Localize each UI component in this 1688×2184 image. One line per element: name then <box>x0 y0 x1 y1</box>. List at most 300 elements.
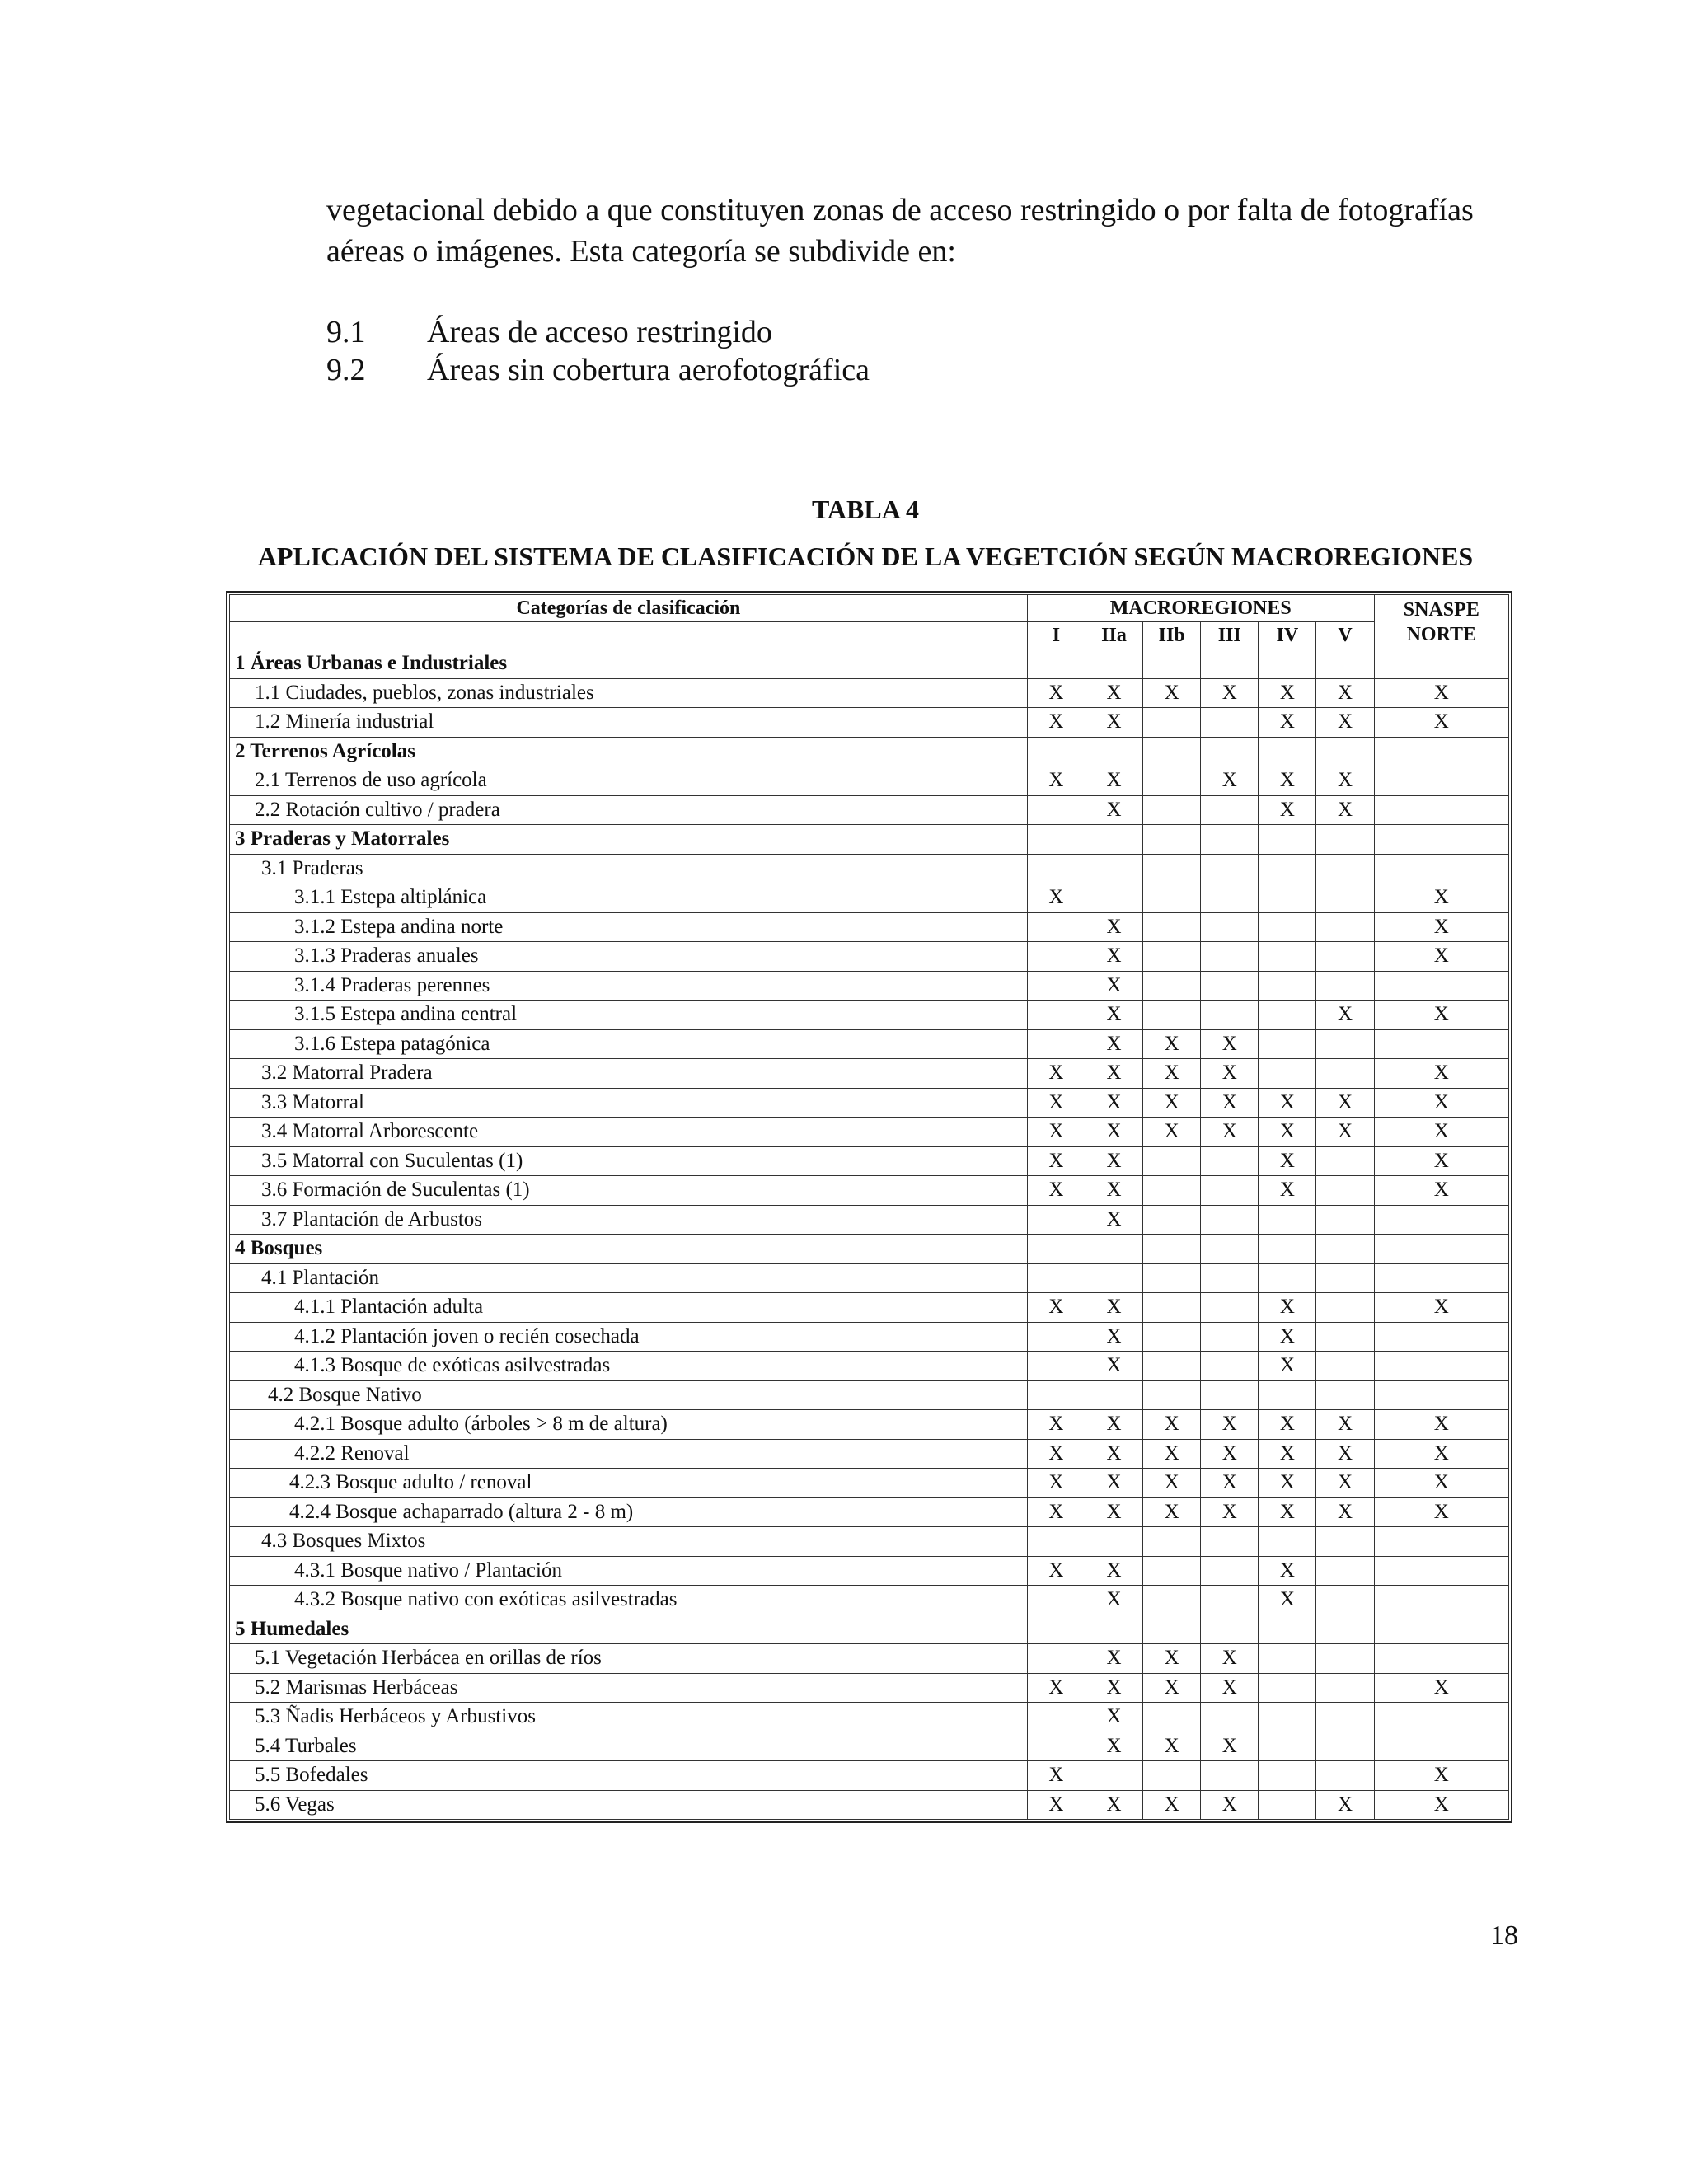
region-mark-cell <box>1201 1235 1259 1264</box>
region-mark-cell <box>1143 1176 1201 1206</box>
region-mark-cell <box>1143 1556 1201 1586</box>
region-mark-cell: X <box>1259 1586 1316 1615</box>
region-mark-cell <box>1027 942 1085 972</box>
region-mark-cell: X <box>1085 912 1142 942</box>
snaspe-mark-cell <box>1374 1235 1508 1264</box>
region-mark-cell <box>1259 1235 1316 1264</box>
category-label: 2.2 Rotación cultivo / pradera <box>230 795 1028 825</box>
table-row <box>230 912 1509 942</box>
region-mark-cell: X <box>1085 678 1142 708</box>
snaspe-mark-cell <box>1374 1527 1508 1557</box>
region-mark-cell <box>1259 912 1316 942</box>
region-mark-cell <box>1027 825 1085 855</box>
region-mark-cell: X <box>1027 1673 1085 1703</box>
region-mark-cell: X <box>1259 766 1316 796</box>
region-mark-cell <box>1316 1761 1374 1791</box>
region-mark-cell <box>1027 737 1085 766</box>
region-mark-cell <box>1085 854 1142 883</box>
region-mark-cell <box>1259 1205 1316 1235</box>
region-mark-cell: X <box>1316 708 1374 738</box>
region-mark-cell: X <box>1201 766 1259 796</box>
region-mark-cell <box>1027 1586 1085 1615</box>
region-mark-cell <box>1316 1732 1374 1761</box>
snaspe-mark-cell <box>1374 1263 1508 1293</box>
region-mark-cell: X <box>1201 1439 1259 1469</box>
region-mark-cell <box>1201 1146 1259 1176</box>
table-row <box>230 971 1509 1001</box>
region-mark-cell: X <box>1201 1088 1259 1118</box>
region-mark-cell <box>1259 1644 1316 1674</box>
region-mark-cell: X <box>1085 1732 1142 1761</box>
snaspe-header-line1: SNASPE <box>1403 598 1479 621</box>
region-mark-cell <box>1085 1380 1142 1410</box>
table-row <box>230 1703 1509 1732</box>
region-mark-cell <box>1085 1615 1142 1644</box>
table-row <box>230 1380 1509 1410</box>
region-mark-cell <box>1259 1615 1316 1644</box>
table-row <box>230 1059 1509 1089</box>
region-mark-cell: X <box>1027 1118 1085 1147</box>
region-mark-cell <box>1027 1029 1085 1059</box>
region-mark-cell <box>1201 1527 1259 1557</box>
category-label: 4.2 Bosque Nativo <box>230 1380 1028 1410</box>
region-mark-cell: X <box>1027 1088 1085 1118</box>
region-mark-cell: X <box>1143 1029 1201 1059</box>
category-label: 3.6 Formación de Suculentas (1) <box>230 1176 1028 1206</box>
region-mark-cell: X <box>1085 942 1142 972</box>
region-mark-cell: X <box>1085 1118 1142 1147</box>
snaspe-mark-cell: X <box>1374 1410 1508 1440</box>
region-mark-cell: X <box>1143 1732 1201 1761</box>
table-row <box>230 1263 1509 1293</box>
region-mark-cell: X <box>1259 678 1316 708</box>
subcategory-item <box>326 351 870 389</box>
region-mark-cell: X <box>1201 1790 1259 1820</box>
table-row <box>230 1439 1509 1469</box>
region-mark-cell <box>1027 1322 1085 1352</box>
region-mark-cell <box>1316 1205 1374 1235</box>
region-mark-cell <box>1143 1235 1201 1264</box>
region-mark-cell: X <box>1085 708 1142 738</box>
region-mark-cell <box>1143 912 1201 942</box>
region-mark-cell: X <box>1259 1293 1316 1323</box>
region-mark-cell <box>1143 1615 1201 1644</box>
region-mark-cell <box>1316 971 1374 1001</box>
region-mark-cell: X <box>1027 708 1085 738</box>
category-label: 5.4 Turbales <box>230 1732 1028 1761</box>
region-mark-cell: X <box>1201 678 1259 708</box>
table-caption: APLICACIÓN DEL SISTEMA DE CLASIFICACIÓN DE LA VEGETCIÓN SEGÚN MACROREGIONES <box>257 541 1474 571</box>
category-label: 3.5 Matorral con Suculentas (1) <box>230 1146 1028 1176</box>
snaspe-mark-cell <box>1374 1703 1508 1732</box>
categories-header-blank <box>230 622 1028 649</box>
table-row <box>230 1586 1509 1615</box>
region-mark-cell: X <box>1027 1176 1085 1206</box>
snaspe-header-line2: NORTE <box>1406 623 1477 645</box>
region-mark-cell <box>1201 1322 1259 1352</box>
snaspe-mark-cell <box>1374 1732 1508 1761</box>
snaspe-mark-cell <box>1374 795 1508 825</box>
region-mark-cell <box>1143 1352 1201 1381</box>
category-label: 5.6 Vegas <box>230 1790 1028 1820</box>
table-row <box>230 1001 1509 1030</box>
region-mark-cell: X <box>1259 1556 1316 1586</box>
region-mark-cell <box>1259 1380 1316 1410</box>
region-mark-cell <box>1027 649 1085 679</box>
region-mark-cell: X <box>1085 1673 1142 1703</box>
region-mark-cell <box>1143 971 1201 1001</box>
region-mark-cell <box>1316 1176 1374 1206</box>
region-mark-cell: X <box>1027 1790 1085 1820</box>
category-label: 3.7 Plantación de Arbustos <box>230 1205 1028 1235</box>
region-mark-cell: X <box>1201 1644 1259 1674</box>
snaspe-mark-cell: X <box>1374 1469 1508 1498</box>
region-mark-cell <box>1143 1586 1201 1615</box>
region-mark-cell <box>1027 1001 1085 1030</box>
region-mark-cell <box>1201 795 1259 825</box>
region-mark-cell: X <box>1316 1439 1374 1469</box>
region-mark-cell <box>1143 1263 1201 1293</box>
region-mark-cell: X <box>1316 1118 1374 1147</box>
region-mark-cell: X <box>1143 1469 1201 1498</box>
snaspe-mark-cell: X <box>1374 883 1508 913</box>
region-mark-cell <box>1201 942 1259 972</box>
region-mark-cell: X <box>1259 1088 1316 1118</box>
region-mark-cell: X <box>1316 766 1374 796</box>
region-mark-cell <box>1201 737 1259 766</box>
region-mark-cell <box>1027 971 1085 1001</box>
region-mark-cell <box>1316 825 1374 855</box>
region-mark-cell <box>1259 1790 1316 1820</box>
region-mark-cell: X <box>1027 1293 1085 1323</box>
region-mark-cell: X <box>1201 1732 1259 1761</box>
table-row <box>230 1205 1509 1235</box>
table-row <box>230 1410 1509 1440</box>
region-mark-cell <box>1259 971 1316 1001</box>
region-mark-cell <box>1316 1615 1374 1644</box>
snaspe-mark-cell <box>1374 971 1508 1001</box>
snaspe-mark-cell: X <box>1374 1439 1508 1469</box>
category-heading: 5 Humedales <box>230 1615 1028 1644</box>
category-label: 4.1.2 Plantación joven o recién cosechada <box>230 1322 1028 1352</box>
region-mark-cell: X <box>1316 1088 1374 1118</box>
classification-table-frame <box>226 591 1512 1823</box>
region-mark-cell <box>1201 1001 1259 1030</box>
table-row <box>230 766 1509 796</box>
region-mark-cell <box>1201 825 1259 855</box>
category-heading: 3 Praderas y Matorrales <box>230 825 1028 855</box>
table-row <box>230 678 1509 708</box>
region-header: IV <box>1259 622 1316 649</box>
region-mark-cell: X <box>1316 678 1374 708</box>
table-row <box>230 708 1509 738</box>
category-label: 3.1.2 Estepa andina norte <box>230 912 1028 942</box>
snaspe-mark-cell: X <box>1374 942 1508 972</box>
subcategory-number: 9.2 <box>326 353 366 387</box>
table-row <box>230 737 1509 766</box>
region-mark-cell <box>1201 1556 1259 1586</box>
region-mark-cell: X <box>1027 1059 1085 1089</box>
region-mark-cell <box>1027 1263 1085 1293</box>
category-label: 3.1.3 Praderas anuales <box>230 942 1028 972</box>
category-label: 2.1 Terrenos de uso agrícola <box>230 766 1028 796</box>
region-mark-cell <box>1143 825 1201 855</box>
region-mark-cell <box>1085 1263 1142 1293</box>
region-mark-cell <box>1027 1615 1085 1644</box>
region-mark-cell: X <box>1027 1761 1085 1791</box>
region-mark-cell: X <box>1085 1029 1142 1059</box>
snaspe-mark-cell <box>1374 1352 1508 1381</box>
region-mark-cell <box>1259 1527 1316 1557</box>
region-mark-cell: X <box>1259 1118 1316 1147</box>
snaspe-mark-cell: X <box>1374 1001 1508 1030</box>
region-mark-cell: X <box>1085 1001 1142 1030</box>
region-mark-cell: X <box>1027 678 1085 708</box>
snaspe-mark-cell: X <box>1374 678 1508 708</box>
region-mark-cell: X <box>1085 1352 1142 1381</box>
category-label: 3.4 Matorral Arborescente <box>230 1118 1028 1147</box>
region-mark-cell: X <box>1143 1790 1201 1820</box>
region-mark-cell: X <box>1259 1497 1316 1527</box>
region-mark-cell: X <box>1027 766 1085 796</box>
region-mark-cell <box>1201 1703 1259 1732</box>
categories-header: Categorías de clasificación <box>230 595 1028 622</box>
region-mark-cell <box>1143 1205 1201 1235</box>
region-mark-cell: X <box>1259 795 1316 825</box>
region-mark-cell: X <box>1201 1673 1259 1703</box>
region-mark-cell <box>1027 912 1085 942</box>
region-mark-cell: X <box>1316 1497 1374 1527</box>
region-mark-cell <box>1027 1380 1085 1410</box>
snaspe-header <box>1374 595 1508 649</box>
page-number: 18 <box>1490 1920 1518 1951</box>
region-mark-cell: X <box>1085 1469 1142 1498</box>
region-mark-cell <box>1259 883 1316 913</box>
region-mark-cell <box>1143 1146 1201 1176</box>
region-mark-cell <box>1316 1322 1374 1352</box>
region-mark-cell: X <box>1085 1703 1142 1732</box>
region-mark-cell <box>1259 737 1316 766</box>
table-row <box>230 1118 1509 1147</box>
category-label: 5.5 Bofedales <box>230 1761 1028 1791</box>
category-label: 3.1.6 Estepa patagónica <box>230 1029 1028 1059</box>
table-row <box>230 1322 1509 1352</box>
region-mark-cell <box>1027 1703 1085 1732</box>
region-mark-cell <box>1143 708 1201 738</box>
region-mark-cell: X <box>1085 1059 1142 1089</box>
region-mark-cell: X <box>1085 1146 1142 1176</box>
region-mark-cell <box>1085 1761 1142 1791</box>
region-mark-cell <box>1027 1732 1085 1761</box>
snaspe-mark-cell <box>1374 1322 1508 1352</box>
region-mark-cell <box>1143 1380 1201 1410</box>
category-label: 4.3.1 Bosque nativo / Plantación <box>230 1556 1028 1586</box>
region-mark-cell <box>1143 737 1201 766</box>
region-mark-cell <box>1201 649 1259 679</box>
region-mark-cell: X <box>1201 1497 1259 1527</box>
classification-table <box>229 594 1509 1820</box>
region-mark-cell: X <box>1259 1146 1316 1176</box>
region-mark-cell <box>1316 1380 1374 1410</box>
table-row <box>230 1293 1509 1323</box>
region-mark-cell: X <box>1027 1556 1085 1586</box>
region-mark-cell: X <box>1085 766 1142 796</box>
snaspe-mark-cell <box>1374 1586 1508 1615</box>
table-row <box>230 825 1509 855</box>
region-mark-cell: X <box>1316 1001 1374 1030</box>
snaspe-mark-cell <box>1374 1029 1508 1059</box>
region-header: III <box>1201 622 1259 649</box>
category-label: 5.2 Marismas Herbáceas <box>230 1673 1028 1703</box>
region-mark-cell: X <box>1027 883 1085 913</box>
region-mark-cell <box>1259 1001 1316 1030</box>
region-mark-cell <box>1143 1293 1201 1323</box>
region-mark-cell <box>1027 1644 1085 1674</box>
category-label: 3.1.4 Praderas perennes <box>230 971 1028 1001</box>
region-mark-cell <box>1143 1761 1201 1791</box>
region-mark-cell: X <box>1143 1059 1201 1089</box>
region-mark-cell: X <box>1085 1586 1142 1615</box>
table-title: TABLA 4 <box>811 494 920 524</box>
table-row <box>230 1761 1509 1791</box>
region-mark-cell: X <box>1085 1790 1142 1820</box>
region-mark-cell <box>1143 1322 1201 1352</box>
region-mark-cell: X <box>1143 1088 1201 1118</box>
region-mark-cell <box>1316 1673 1374 1703</box>
region-mark-cell: X <box>1201 1059 1259 1089</box>
snaspe-mark-cell: X <box>1374 1088 1508 1118</box>
region-mark-cell: X <box>1027 1410 1085 1440</box>
region-mark-cell <box>1316 649 1374 679</box>
region-mark-cell <box>1027 1527 1085 1557</box>
table-row <box>230 1527 1509 1557</box>
region-mark-cell: X <box>1085 1644 1142 1674</box>
table-row <box>230 1732 1509 1761</box>
region-mark-cell <box>1201 912 1259 942</box>
table-row <box>230 1176 1509 1206</box>
snaspe-mark-cell <box>1374 1205 1508 1235</box>
region-mark-cell: X <box>1259 1352 1316 1381</box>
table-row <box>230 649 1509 679</box>
region-mark-cell: X <box>1143 1439 1201 1469</box>
region-mark-cell <box>1027 1205 1085 1235</box>
region-mark-cell <box>1316 1644 1374 1674</box>
region-mark-cell: X <box>1201 1469 1259 1498</box>
category-label: 1.2 Minería industrial <box>230 708 1028 738</box>
region-mark-cell <box>1259 1673 1316 1703</box>
table-row <box>230 1556 1509 1586</box>
category-heading: 4 Bosques <box>230 1235 1028 1264</box>
region-mark-cell: X <box>1143 1673 1201 1703</box>
snaspe-mark-cell: X <box>1374 1790 1508 1820</box>
region-mark-cell: X <box>1259 1410 1316 1440</box>
region-mark-cell <box>1201 1586 1259 1615</box>
region-mark-cell: X <box>1316 1790 1374 1820</box>
table-row <box>230 1146 1509 1176</box>
snaspe-mark-cell: X <box>1374 1059 1508 1089</box>
region-mark-cell: X <box>1085 1410 1142 1440</box>
region-mark-cell <box>1316 1146 1374 1176</box>
region-mark-cell <box>1259 1732 1316 1761</box>
region-header: V <box>1316 622 1374 649</box>
snaspe-mark-cell <box>1374 825 1508 855</box>
table-row <box>230 1673 1509 1703</box>
region-header: IIa <box>1085 622 1142 649</box>
snaspe-mark-cell <box>1374 1380 1508 1410</box>
region-mark-cell <box>1201 1205 1259 1235</box>
region-mark-cell <box>1316 1293 1374 1323</box>
region-mark-cell <box>1316 1263 1374 1293</box>
region-mark-cell <box>1085 649 1142 679</box>
table-row <box>230 1029 1509 1059</box>
region-mark-cell <box>1201 883 1259 913</box>
region-mark-cell <box>1143 795 1201 825</box>
subcategory-label: Áreas sin cobertura aerofotográfica <box>427 353 870 387</box>
region-mark-cell: X <box>1085 1205 1142 1235</box>
snaspe-mark-cell: X <box>1374 1176 1508 1206</box>
macroregions-header: MACROREGIONES <box>1027 595 1374 622</box>
table-header-row <box>230 595 1509 622</box>
region-header: I <box>1027 622 1085 649</box>
snaspe-mark-cell: X <box>1374 1146 1508 1176</box>
category-label: 4.1.1 Plantación adulta <box>230 1293 1028 1323</box>
region-mark-cell <box>1201 1263 1259 1293</box>
region-mark-cell <box>1259 1059 1316 1089</box>
region-mark-cell <box>1201 1293 1259 1323</box>
region-mark-cell <box>1316 854 1374 883</box>
snaspe-mark-cell: X <box>1374 912 1508 942</box>
category-label: 1.1 Ciudades, pueblos, zonas industriales <box>230 678 1028 708</box>
region-mark-cell <box>1259 825 1316 855</box>
region-mark-cell <box>1027 854 1085 883</box>
region-mark-cell: X <box>1143 1410 1201 1440</box>
region-mark-cell <box>1143 766 1201 796</box>
table-subheader-row <box>230 622 1509 649</box>
region-mark-cell <box>1085 883 1142 913</box>
region-mark-cell: X <box>1085 1439 1142 1469</box>
table-row <box>230 1469 1509 1498</box>
subcategory-item <box>326 313 772 351</box>
region-mark-cell <box>1143 854 1201 883</box>
region-mark-cell <box>1085 825 1142 855</box>
category-label: 4.2.2 Renoval <box>230 1439 1028 1469</box>
region-mark-cell: X <box>1027 1439 1085 1469</box>
region-mark-cell: X <box>1259 708 1316 738</box>
region-mark-cell <box>1201 971 1259 1001</box>
region-mark-cell <box>1201 1352 1259 1381</box>
category-label: 5.1 Vegetación Herbácea en orillas de ríos <box>230 1644 1028 1674</box>
region-mark-cell: X <box>1143 1644 1201 1674</box>
subcategory-number: 9.1 <box>326 315 366 349</box>
region-mark-cell <box>1143 649 1201 679</box>
table-row <box>230 1615 1509 1644</box>
region-mark-cell <box>1259 1263 1316 1293</box>
region-mark-cell <box>1085 1527 1142 1557</box>
region-mark-cell <box>1201 1761 1259 1791</box>
snaspe-mark-cell: X <box>1374 708 1508 738</box>
category-label: 4.2.3 Bosque adulto / renoval <box>230 1469 1028 1498</box>
subcategory-label: Áreas de acceso restringido <box>427 315 772 349</box>
region-mark-cell: X <box>1201 1410 1259 1440</box>
region-mark-cell: X <box>1316 795 1374 825</box>
snaspe-mark-cell: X <box>1374 1118 1508 1147</box>
region-mark-cell: X <box>1259 1322 1316 1352</box>
region-mark-cell: X <box>1143 678 1201 708</box>
region-mark-cell <box>1027 1352 1085 1381</box>
region-mark-cell: X <box>1085 1497 1142 1527</box>
region-mark-cell <box>1316 883 1374 913</box>
region-mark-cell: X <box>1027 1497 1085 1527</box>
